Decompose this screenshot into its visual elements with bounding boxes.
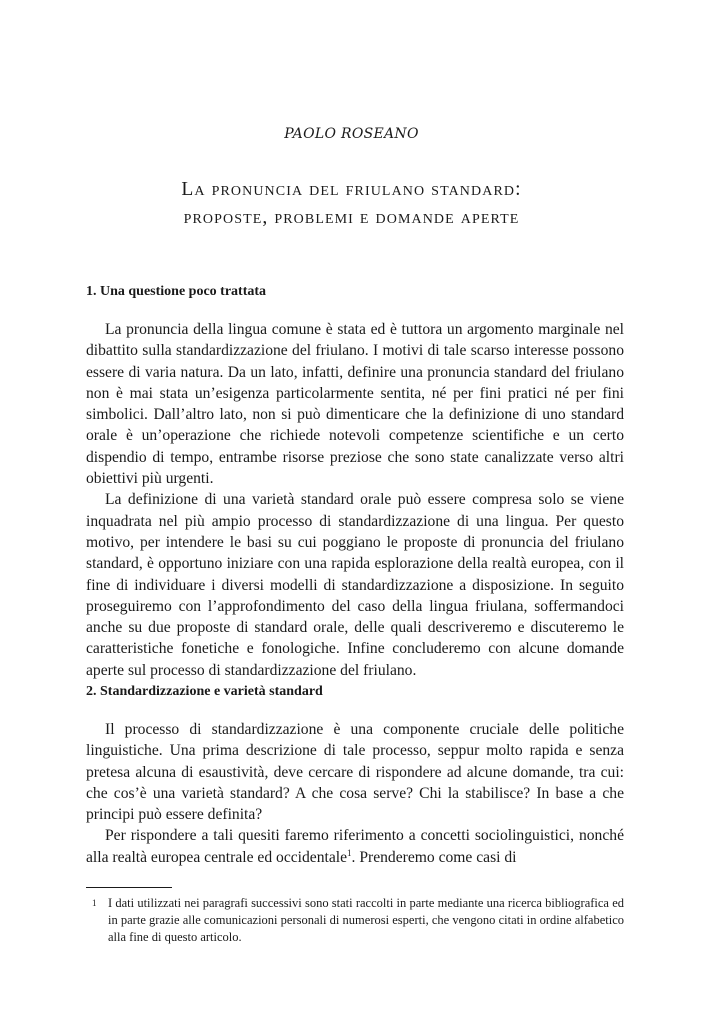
footnote <box>86 895 624 946</box>
section-2-paragraph-2 <box>86 825 624 868</box>
section-1-paragraph-1: La pronuncia della lingua comune è stata ed è tuttora un argomento marginale nel dibattito sulla standardizzazione del friulano. I motivi di tale scarso interesse possono essere di varia natura. Da un lato, infatti, definire una pronuncia standard del friulano non è mai stata un’esigenza particolarmente sentita, né per fini pratici né per fini simbolici. Dall’altro lato, non si può dimenticare che la definizione di uno standard orale è un’operazione che richiede notevoli competenze scientifiche e un certo dispendio di tempo, entrambe risorse preziose che sono state canalizzate verso altri obiettivi più urgenti. <box>86 321 624 488</box>
title-line-1: La pronuncia del friulano standard: <box>181 179 522 200</box>
section-1-heading: 1. Una questione poco trattata <box>86 284 267 299</box>
section-2-body <box>86 719 624 868</box>
paragraph-text: Per rispondere a tali quesiti faremo riferimento a concetti sociolinguistici, nonché alla realtà europea centrale ed occidentale <box>86 827 624 866</box>
footnote-separator <box>86 887 172 888</box>
section-2-paragraph-1: Il processo di standardizzazione è una componente cruciale delle politiche linguistiche. Una prima descrizione di tale processo, seppur molto rapida e senza pretesa alcuna di esaustività, deve cercare di rispondere ad alcune domande, tra cui: che cos’è una varietà standard? A che cosa serve? Chi la stabilisce? In base a che principi può essere definita? <box>86 721 624 824</box>
title-line-2: proposte, problemi e domande aperte <box>183 207 520 228</box>
section-2-heading: 2. Standardizzazione e varietà standard <box>86 684 323 699</box>
footnote-mark: 1 <box>92 898 97 908</box>
paragraph-text-continued: . Prenderemo come casi di <box>351 848 517 866</box>
footnote-text: I dati utilizzati nei paragrafi successivi sono stati raccolti in parte mediante una ricerca bibliografica ed in parte grazie alle comunicazioni personali di numerosi esperti, che vengono citati in ordine alfabetico alla fine di questo articolo. <box>108 896 624 944</box>
author-name: PAOLO ROSEANO <box>284 126 419 142</box>
section-1-paragraph-2: La definizione di una varietà standard orale può essere compresa solo se viene inquadrata nel più ampio processo di standardizzazione di una lingua. Per questo motivo, per intendere le basi su cui poggiano le proposte di pronuncia del friulano standard, è opportuno iniziare con una rapida esplorazione della realtà europea, con il fine di individuare i diversi modelli di standardizzazione a disposizione. In seguito proseguiremo con l’approfondimento del caso della lingua friulana, soffermandoci anche su due proposte di standard orale, delle quali descriveremo e discuteremo le caratteristiche fonetiche e fonologiche. Infine concluderemo con alcune domande aperte sul processo di standardizzazione del friulano. <box>86 491 624 679</box>
footnote-reference[interactable]: 1 <box>347 847 352 858</box>
article-title <box>0 176 703 232</box>
section-1-body <box>86 319 624 681</box>
